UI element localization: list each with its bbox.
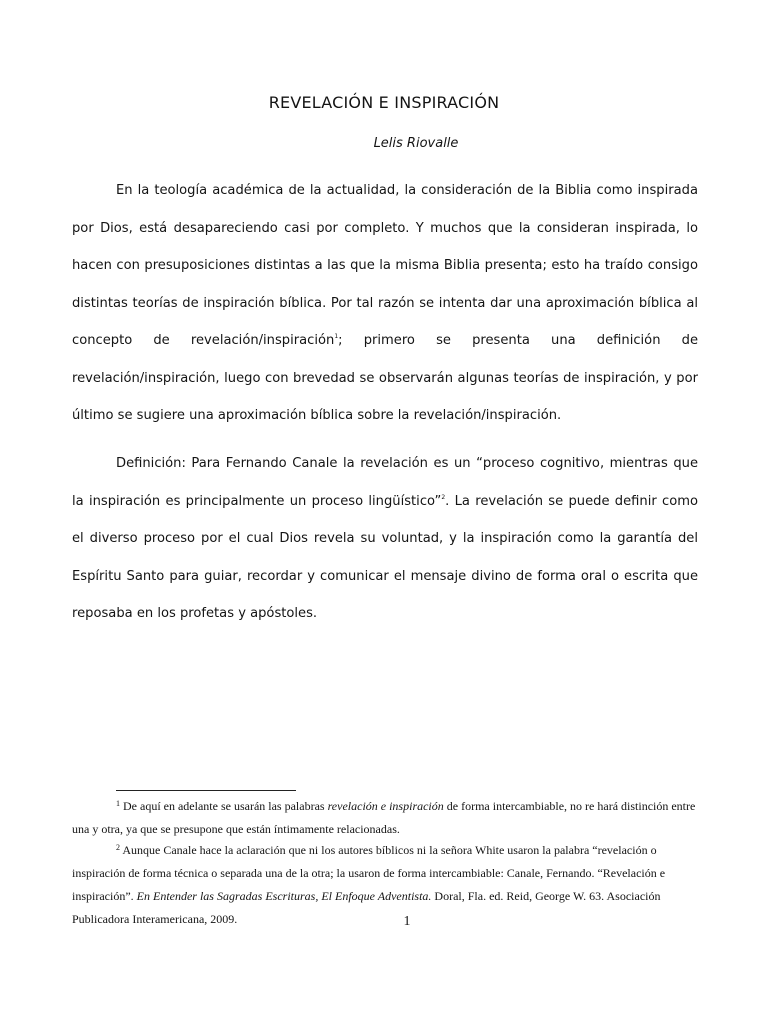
footnote-reference[interactable]: 1	[334, 333, 339, 340]
footnote-text: de forma intercambiable, no re hará distinción entre una y otra, ya que se presupone que están íntimamente relacionadas.	[72, 799, 696, 836]
footnote-italic-text: revelación e inspiración	[327, 799, 444, 813]
footnote-text: Doral, Fla. ed. Reid, George W. 63. Asociación Publicadora Interamericana, 2009.	[72, 889, 661, 926]
footnote-number: 1	[116, 799, 120, 808]
paragraph-definition	[72, 445, 698, 633]
footnote-reference[interactable]: 2	[441, 493, 446, 501]
author-name: Lelis Riovalle	[373, 136, 459, 151]
paragraph-text: . La revelación se puede definir como el diverso proceso por el cual Dios revela su voluntad, y la inspiración como la garantía del Espíritu Santo para guiar, recordar y comunicar el mensaje divino de forma oral o escrita que reposaba en los profetas y apóstoles.	[72, 493, 698, 621]
document-title: REVELACIÓN E INSPIRACIÓN	[268, 93, 500, 112]
footnote-italic-text: En Entender las Sagradas Escrituras, El Enfoque Adventista.	[136, 889, 432, 903]
footnote-text: Aunque Canale hace la aclaración que ni los autores bíblicos ni la señora White usaron la palabra “revelación o inspiración de forma técnica o separada una de la otra; la usaron de forma intercambiable: Canale, Fernando. “Revelación e inspiración”.	[72, 843, 666, 903]
footnote-text: De aquí en adelante se usarán las palabras	[120, 799, 328, 813]
footnote-separator	[116, 790, 296, 791]
paragraph-text: Definición: Para Fernando Canale la revelación es un “proceso cognitivo, mientras que la inspiración es principalmente un proceso lingüístico”	[72, 456, 698, 509]
paragraph-introduction	[72, 172, 698, 435]
footnote-1	[72, 795, 698, 841]
footnote-number: 2	[116, 843, 120, 852]
page-number: 1	[403, 914, 411, 929]
paragraph-text: ; primero se presenta una definición de revelación/inspiración, luego con brevedad se observarán algunas teorías de inspiración, y por último se sugiere una aproximación bíblica sobre la revelación/inspiración.	[72, 333, 698, 423]
paragraph-text: En la teología académica de la actualidad, la consideración de la Biblia como inspirada por Dios, está desapareciendo casi por completo. Y muchos que la consideran inspirada, lo hacen con presuposiciones distintas a las que la misma Biblia presenta; esto ha traído consigo distintas teorías de inspiración bíblica. Por tal razón se intenta dar una aproximación bíblica al concepto de revelación/inspiración	[72, 183, 698, 348]
